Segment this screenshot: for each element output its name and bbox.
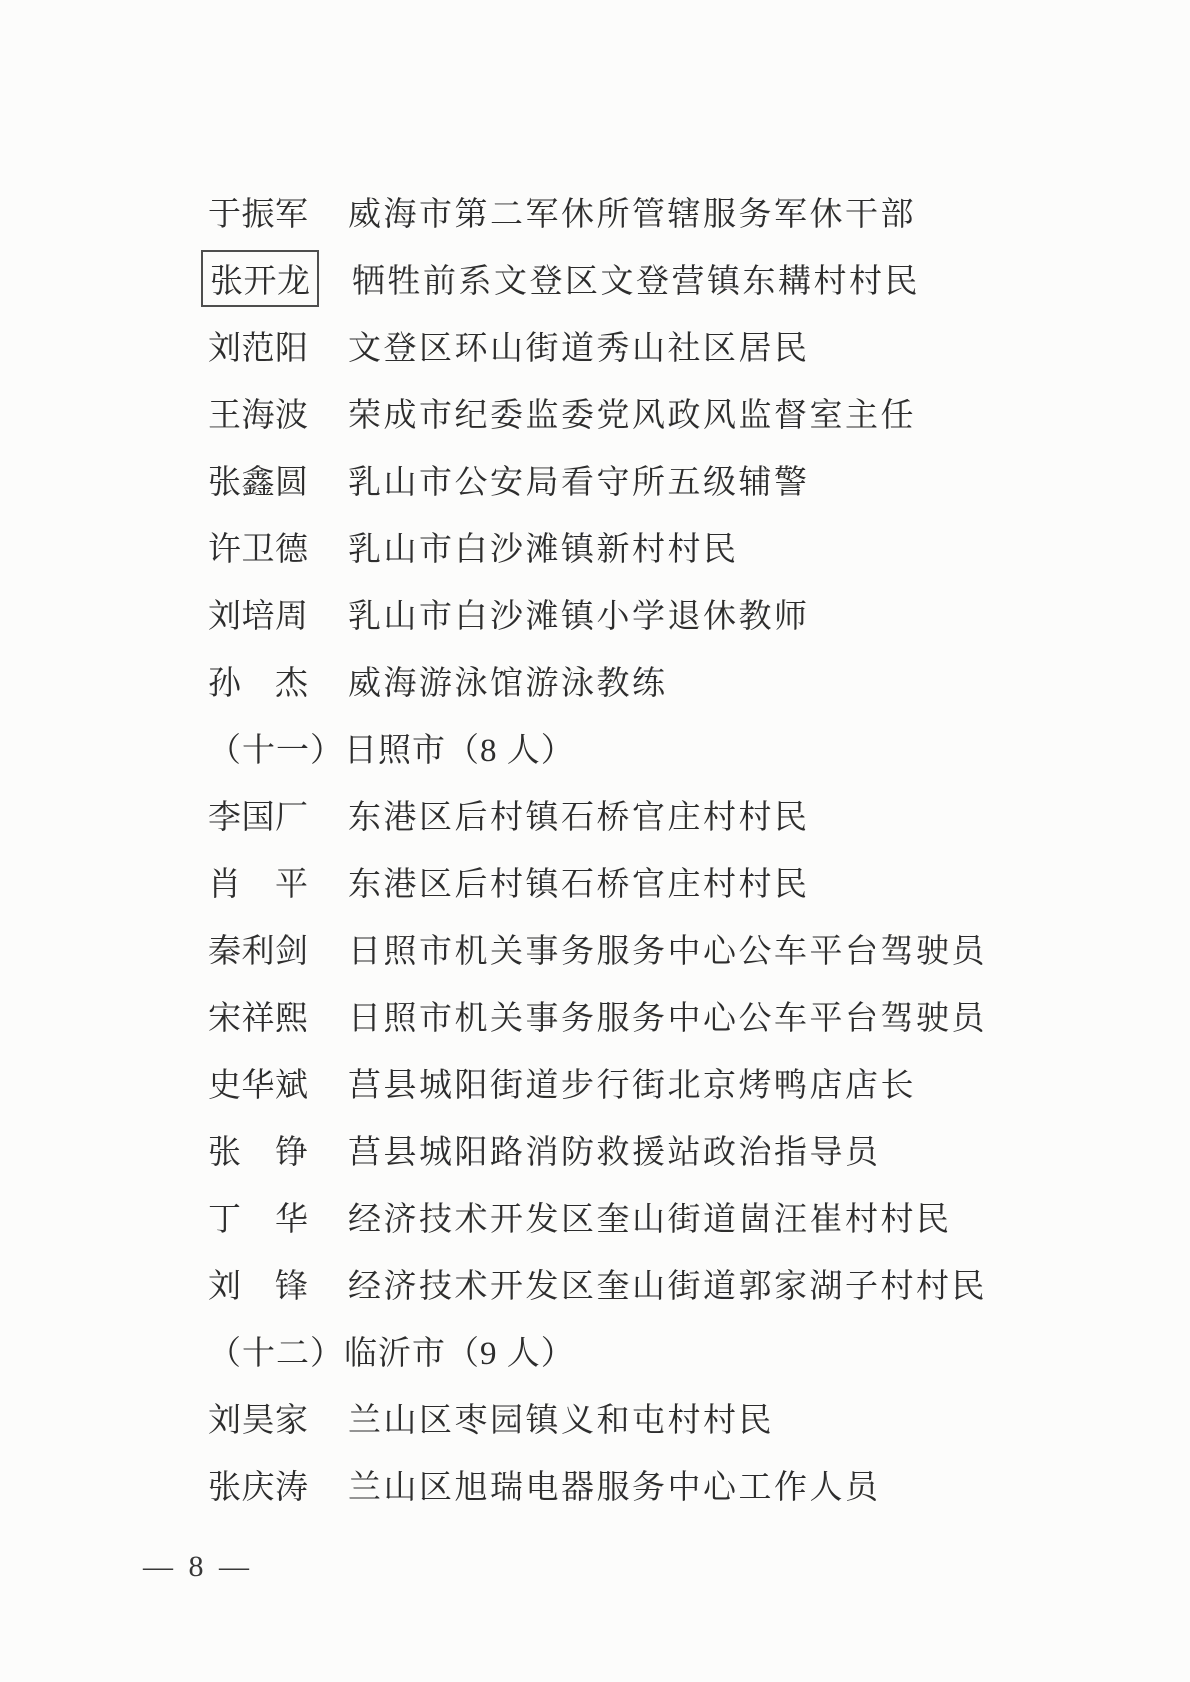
person-description: 兰山区枣园镇义和屯村村民 bbox=[348, 1403, 774, 1439]
person-description: 牺牲前系文登区文登营镇东耩村村民 bbox=[352, 264, 920, 300]
name-char: 阳 bbox=[275, 331, 308, 367]
name-char: 张 bbox=[210, 264, 243, 300]
name-char: 张 bbox=[208, 1135, 241, 1171]
name-char: 庆 bbox=[241, 1470, 275, 1506]
name-char: 厂 bbox=[275, 800, 308, 836]
name-char: 振 bbox=[241, 197, 275, 233]
list-item bbox=[208, 1183, 987, 1250]
name-char: 斌 bbox=[275, 1068, 308, 1104]
name-char: 刘 bbox=[208, 331, 241, 367]
name-char: 家 bbox=[275, 1403, 308, 1439]
page-number: — 8 — bbox=[143, 1550, 253, 1583]
name-char: 范 bbox=[241, 331, 275, 367]
name-char: 张 bbox=[208, 465, 241, 501]
person-name bbox=[208, 188, 308, 235]
person-name bbox=[208, 1126, 308, 1173]
list-item bbox=[208, 781, 987, 848]
list-item bbox=[208, 1384, 987, 1451]
list-item bbox=[208, 178, 987, 245]
person-description: 莒县城阳路消防救援站政治指导员 bbox=[348, 1135, 881, 1171]
person-description: 日照市机关事务服务中心公车平台驾驶员 bbox=[348, 934, 987, 970]
name-char: 王 bbox=[208, 398, 241, 434]
list-item bbox=[208, 1250, 987, 1317]
name-char: 史 bbox=[208, 1068, 241, 1104]
section-header bbox=[208, 714, 987, 781]
person-name bbox=[208, 523, 308, 570]
person-description: 乳山市白沙滩镇新村村民 bbox=[348, 532, 739, 568]
person-name bbox=[208, 590, 308, 637]
person-description: 威海游泳馆游泳教练 bbox=[348, 666, 668, 702]
honor-roll-list bbox=[208, 178, 987, 1518]
list-item bbox=[208, 379, 987, 446]
name-char: 杰 bbox=[275, 666, 308, 702]
name-char: 昊 bbox=[241, 1403, 275, 1439]
list-item bbox=[208, 245, 987, 312]
name-char: 华 bbox=[275, 1202, 308, 1238]
person-name bbox=[208, 456, 308, 503]
name-char: 李 bbox=[208, 800, 241, 836]
name-char: 秦 bbox=[208, 934, 241, 970]
section-label: （十一）日照市（8 人） bbox=[208, 733, 575, 769]
person-description: 荣成市纪委监委党风政风监督室主任 bbox=[348, 398, 916, 434]
name-char: 肖 bbox=[208, 867, 241, 903]
name-char: 剑 bbox=[275, 934, 308, 970]
person-description: 文登区环山街道秀山社区居民 bbox=[348, 331, 810, 367]
person-name bbox=[208, 657, 308, 704]
person-description: 东港区后村镇石桥官庄村村民 bbox=[348, 867, 810, 903]
list-item bbox=[208, 312, 987, 379]
section-label: （十二）临沂市（9 人） bbox=[208, 1336, 575, 1372]
name-char: 鑫 bbox=[241, 465, 275, 501]
name-char: 海 bbox=[241, 398, 275, 434]
person-description: 东港区后村镇石桥官庄村村民 bbox=[348, 800, 810, 836]
name-char: 孙 bbox=[208, 666, 241, 702]
person-name bbox=[208, 1193, 308, 1240]
person-name bbox=[208, 1394, 308, 1441]
person-description: 经济技术开发区奎山街道崮汪崔村村民 bbox=[348, 1202, 952, 1238]
person-name bbox=[208, 1059, 308, 1106]
name-char: 丁 bbox=[208, 1202, 241, 1238]
name-char: 涛 bbox=[275, 1470, 308, 1506]
list-item bbox=[208, 982, 987, 1049]
name-char: 刘 bbox=[208, 1269, 241, 1305]
name-char: 周 bbox=[275, 599, 308, 635]
name-char: 许 bbox=[208, 532, 241, 568]
name-char: 祥 bbox=[241, 1001, 275, 1037]
person-name bbox=[208, 925, 308, 972]
section-header bbox=[208, 1317, 987, 1384]
person-description: 莒县城阳街道步行街北京烤鸭店店长 bbox=[348, 1068, 916, 1104]
person-name bbox=[208, 858, 308, 905]
list-item bbox=[208, 848, 987, 915]
name-char: 圆 bbox=[275, 465, 308, 501]
person-name-boxed bbox=[201, 250, 319, 307]
person-description: 乳山市公安局看守所五级辅警 bbox=[348, 465, 810, 501]
name-char: 于 bbox=[208, 197, 241, 233]
name-char: 锋 bbox=[275, 1269, 308, 1305]
name-char: 刘 bbox=[208, 599, 241, 635]
person-name bbox=[208, 1260, 308, 1307]
person-name bbox=[208, 992, 308, 1039]
list-item bbox=[208, 647, 987, 714]
person-name bbox=[208, 1461, 308, 1508]
person-description: 日照市机关事务服务中心公车平台驾驶员 bbox=[348, 1001, 987, 1037]
list-item bbox=[208, 513, 987, 580]
name-char: 熙 bbox=[275, 1001, 308, 1037]
name-char: 国 bbox=[241, 800, 275, 836]
name-char: 平 bbox=[275, 867, 308, 903]
person-description: 兰山区旭瑞电器服务中心工作人员 bbox=[348, 1470, 881, 1506]
name-char: 龙 bbox=[277, 264, 310, 300]
list-item bbox=[208, 1049, 987, 1116]
person-name bbox=[208, 791, 308, 838]
list-item bbox=[208, 915, 987, 982]
person-description: 经济技术开发区奎山街道郭家湖子村村民 bbox=[348, 1269, 987, 1305]
name-char: 军 bbox=[275, 197, 308, 233]
name-char: 利 bbox=[241, 934, 275, 970]
name-char: 华 bbox=[241, 1068, 275, 1104]
name-char: 刘 bbox=[208, 1403, 241, 1439]
name-char: 张 bbox=[208, 1470, 241, 1506]
person-name bbox=[208, 389, 308, 436]
list-item bbox=[208, 1451, 987, 1518]
person-description: 威海市第二军休所管辖服务军休干部 bbox=[348, 197, 916, 233]
name-char: 宋 bbox=[208, 1001, 241, 1037]
list-item bbox=[208, 1116, 987, 1183]
person-name bbox=[208, 322, 308, 369]
name-char: 培 bbox=[241, 599, 275, 635]
person-description: 乳山市白沙滩镇小学退休教师 bbox=[348, 599, 810, 635]
name-char: 卫 bbox=[241, 532, 275, 568]
name-char: 德 bbox=[275, 532, 308, 568]
name-char: 铮 bbox=[275, 1135, 308, 1171]
list-item bbox=[208, 446, 987, 513]
list-item bbox=[208, 580, 987, 647]
name-char: 波 bbox=[275, 398, 308, 434]
name-char: 开 bbox=[243, 264, 277, 300]
